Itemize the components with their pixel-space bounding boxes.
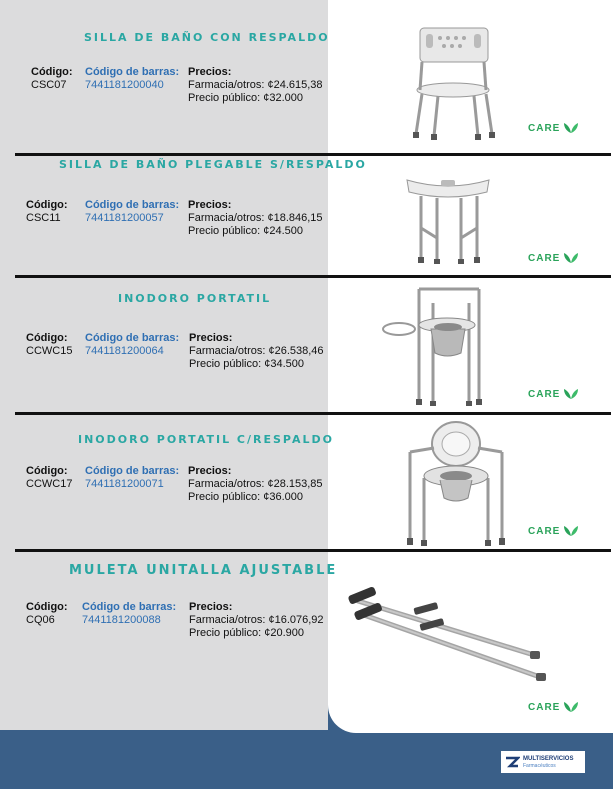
portable-toilet-image bbox=[381, 283, 491, 408]
logo-line2: Farmacéuticos bbox=[523, 762, 556, 769]
crutches-image bbox=[344, 565, 549, 690]
price-farmacia: Farmacia/otros: ¢24.615,38 bbox=[188, 79, 323, 91]
multiservicios-logo-icon bbox=[504, 755, 520, 769]
precios-label: Precios: bbox=[188, 66, 232, 78]
price-publico: Precio público: ¢34.500 bbox=[189, 358, 304, 370]
portable-toilet-back-image bbox=[404, 418, 508, 548]
leaf-icon bbox=[563, 701, 579, 713]
codigo-label: Código: bbox=[31, 66, 73, 78]
section-divider bbox=[15, 275, 611, 278]
product-barcode: 7441181200088 bbox=[82, 614, 161, 626]
precios-label: Precios: bbox=[189, 601, 233, 613]
product-title: INODORO PORTATIL C/RESPALDO bbox=[78, 433, 334, 446]
barcode-label: Código de barras: bbox=[85, 332, 180, 344]
product-code: CSC11 bbox=[26, 212, 61, 224]
codigo-label: Código: bbox=[26, 199, 68, 211]
logo-line1: MULTISERVICIOS bbox=[523, 755, 574, 762]
section-divider bbox=[15, 549, 611, 552]
leaf-icon bbox=[563, 525, 579, 537]
price-farmacia: Farmacia/otros: ¢16.076,92 bbox=[189, 614, 324, 626]
shower-chair-back-image bbox=[408, 24, 498, 142]
product-barcode: 7441181200057 bbox=[85, 212, 164, 224]
barcode-label: Código de barras: bbox=[85, 66, 180, 78]
precios-label: Precios: bbox=[188, 199, 232, 211]
barcode-label: Código de barras: bbox=[85, 199, 180, 211]
product-barcode: 7441181200071 bbox=[85, 478, 164, 490]
care-logo-text: CARE bbox=[528, 122, 561, 134]
leaf-icon bbox=[563, 388, 579, 400]
price-publico: Precio público: ¢36.000 bbox=[188, 491, 303, 503]
care-logo bbox=[528, 525, 579, 537]
price-publico: Precio público: ¢20.900 bbox=[189, 627, 304, 639]
product-barcode: 7441181200040 bbox=[85, 79, 164, 91]
precios-label: Precios: bbox=[188, 465, 232, 477]
price-farmacia: Farmacia/otros: ¢26.538,46 bbox=[189, 345, 324, 357]
section-divider bbox=[15, 153, 611, 156]
care-logo-text: CARE bbox=[528, 252, 561, 264]
product-title: SILLA DE BAÑO PLEGABLE S/RESPALDO bbox=[59, 158, 367, 171]
care-logo-text: CARE bbox=[528, 701, 561, 713]
precios-label: Precios: bbox=[189, 332, 233, 344]
multiservicios-logo bbox=[501, 751, 585, 773]
section-divider bbox=[15, 412, 611, 415]
care-logo-text: CARE bbox=[528, 388, 561, 400]
barcode-label: Código de barras: bbox=[85, 465, 180, 477]
product-code: CCWC17 bbox=[26, 478, 73, 490]
price-publico: Precio público: ¢24.500 bbox=[188, 225, 303, 237]
product-code: CQ06 bbox=[26, 614, 55, 626]
leaf-icon bbox=[563, 122, 579, 134]
product-title: MULETA UNITALLA AJUSTABLE bbox=[69, 563, 338, 578]
product-barcode: 7441181200064 bbox=[85, 345, 164, 357]
price-farmacia: Farmacia/otros: ¢28.153,85 bbox=[188, 478, 323, 490]
codigo-label: Código: bbox=[26, 601, 68, 613]
barcode-label: Código de barras: bbox=[82, 601, 177, 613]
care-logo bbox=[528, 122, 579, 134]
product-code: CCWC15 bbox=[26, 345, 73, 357]
product-title: INODORO PORTATIL bbox=[118, 292, 272, 305]
product-code: CSC07 bbox=[31, 79, 67, 91]
care-logo bbox=[528, 252, 579, 264]
price-farmacia: Farmacia/otros: ¢18.846,15 bbox=[188, 212, 323, 224]
codigo-label: Código: bbox=[26, 332, 68, 344]
leaf-icon bbox=[563, 252, 579, 264]
care-logo-text: CARE bbox=[528, 525, 561, 537]
product-title: SILLA DE BAÑO CON RESPALDO bbox=[84, 31, 330, 44]
codigo-label: Código: bbox=[26, 465, 68, 477]
care-logo bbox=[528, 388, 579, 400]
care-logo bbox=[528, 701, 579, 713]
price-publico: Precio público: ¢32.000 bbox=[188, 92, 303, 104]
folding-shower-chair-image bbox=[403, 170, 493, 265]
